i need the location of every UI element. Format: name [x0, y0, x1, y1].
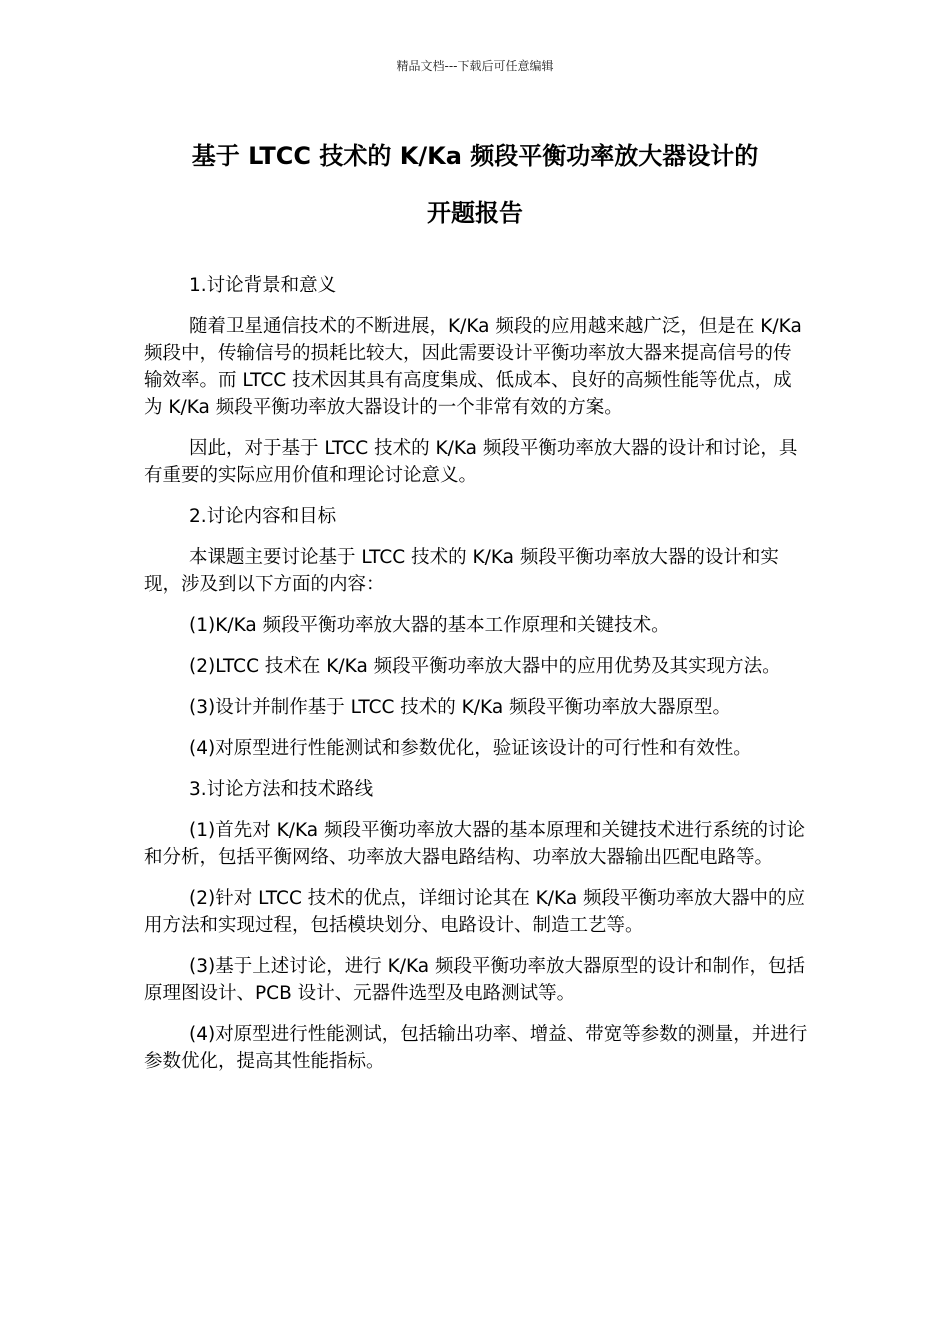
list-item: (3)设计并制作基于 LTCC 技术的 K/Ka 频段平衡功率放大器原型。 [189, 697, 732, 718]
document-title-line2: 开题报告 [427, 199, 523, 227]
section-heading-background: 1.讨论背景和意义 [189, 275, 337, 296]
list-item: (4)对原型进行性能测试，包括输出功率、增益、带宽等参数的测量，并进行参数优化，提高其性能指标。 [144, 1024, 808, 1072]
paragraph: 随着卫星通信技术的不断进展，K/Ka 频段的应用越来越广泛，但是在 K/Ka 频段中，传输信号的损耗比较大，因此需要设计平衡功率放大器来提高信号的传输效率。而 LTCC 技术因其具有高度集成、低成本、良好的高频性能等优点，成为 K/Ka 频段平衡功率放大器设计的一个非常有效的方案。 [144, 316, 802, 418]
section-heading-content: 2.讨论内容和目标 [189, 506, 337, 527]
section-heading-methods: 3.讨论方法和技术路线 [189, 779, 374, 800]
paragraph: 本课题主要讨论基于 LTCC 技术的 K/Ka 频段平衡功率放大器的设计和实现，涉及到以下方面的内容： [144, 547, 779, 595]
document-body [144, 272, 808, 1089]
list-item: (3)基于上述讨论，进行 K/Ka 频段平衡功率放大器原型的设计和制作，包括原理图设计、PCB 设计、元器件选型及电路测试等。 [144, 956, 805, 1004]
list-item: (2)LTCC 技术在 K/Ka 频段平衡功率放大器中的应用优势及其实现方法。 [189, 656, 781, 677]
paragraph: 因此，对于基于 LTCC 技术的 K/Ka 频段平衡功率放大器的设计和讨论，具有重要的实际应用价值和理论讨论意义。 [144, 438, 798, 486]
list-item: (4)对原型进行性能测试和参数优化，验证该设计的可行性和有效性。 [189, 738, 752, 759]
list-item: (2)针对 LTCC 技术的优点，详细讨论其在 K/Ka 频段平衡功率放大器中的应用方法和实现过程，包括模块划分、电路设计、制造工艺等。 [144, 888, 806, 936]
list-item: (1)K/Ka 频段平衡功率放大器的基本工作原理和关键技术。 [189, 615, 670, 636]
list-item: (1)首先对 K/Ka 频段平衡功率放大器的基本原理和关键技术进行系统的讨论和分析，包括平衡网络、功率放大器电路结构、功率放大器输出匹配电路等。 [144, 820, 805, 868]
header-note: 精品文档---下载后可任意编辑 [396, 59, 554, 73]
document-title-line1: 基于 LTCC 技术的 K/Ka 频段平衡功率放大器设计的 [191, 142, 759, 170]
